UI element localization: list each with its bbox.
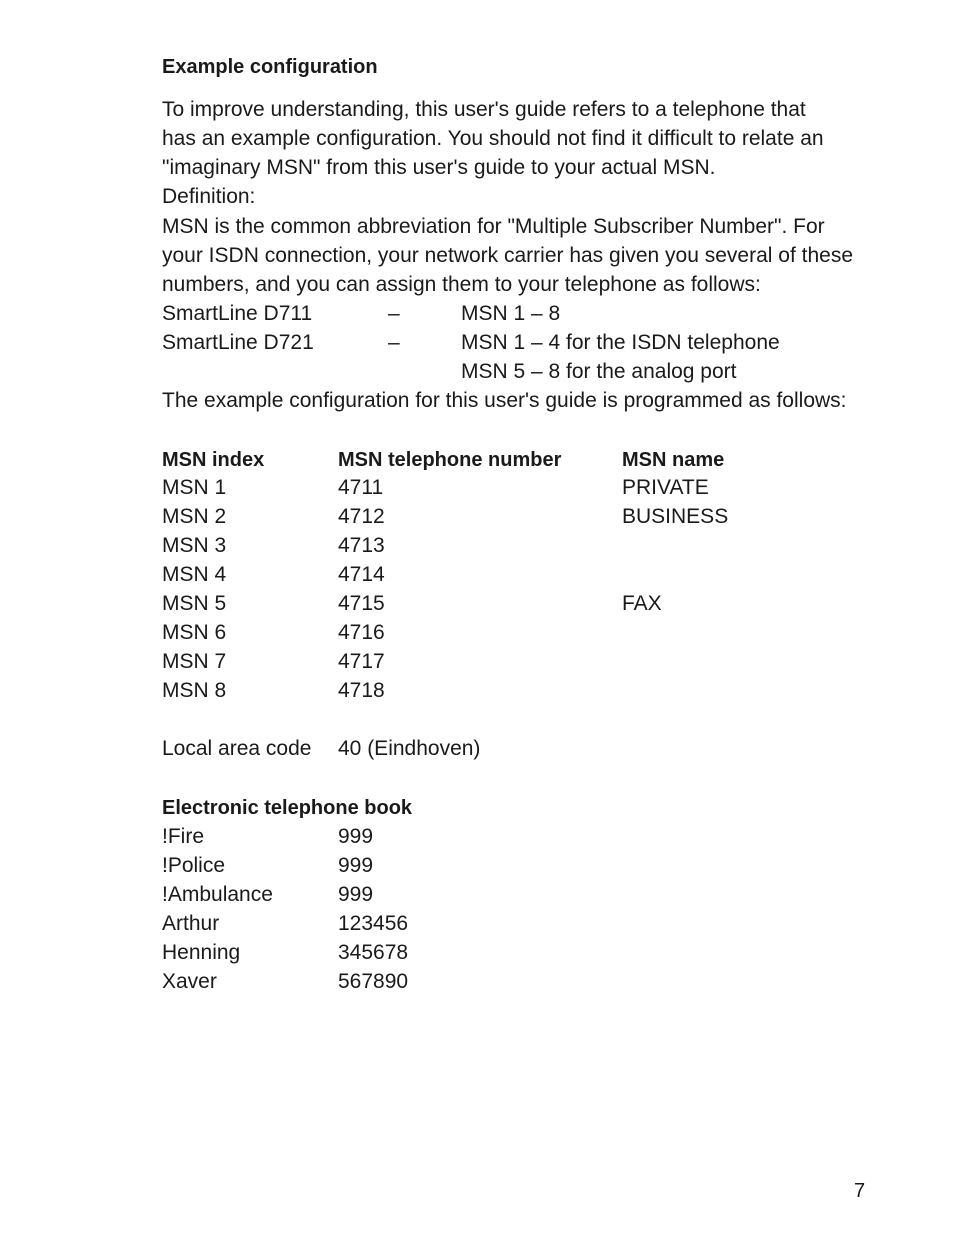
phonebook-number: 123456: [338, 912, 409, 935]
header-msn-number: MSN telephone number: [338, 449, 562, 471]
phonebook-number: 999: [338, 854, 374, 877]
phonebook-name: !Police: [162, 854, 226, 877]
intro-line: To improve understanding, this user's guide refers to a telephone that: [162, 98, 806, 121]
msn-number: 4718: [338, 679, 385, 702]
phonebook-number: 999: [338, 825, 374, 848]
phonebook-title: Electronic telephone book: [162, 797, 413, 819]
msn-index: MSN 4: [162, 563, 227, 586]
phonebook-name: Henning: [162, 941, 241, 964]
model-name: SmartLine D721: [162, 331, 314, 354]
phonebook-name: Xaver: [162, 970, 217, 993]
msn-number: 4714: [338, 563, 385, 586]
phonebook-number: 345678: [338, 941, 409, 964]
model-dash: –: [388, 302, 400, 325]
msn-index: MSN 3: [162, 534, 227, 557]
phonebook-name: !Ambulance: [162, 883, 273, 906]
phonebook-number: 999: [338, 883, 374, 906]
definition-line: numbers, and you can assign them to your telephone as follows:: [162, 273, 761, 296]
msn-number: 4712: [338, 505, 385, 528]
msn-number: 4711: [338, 476, 384, 499]
model-dash: –: [388, 331, 400, 354]
msn-name: FAX: [622, 592, 662, 615]
msn-index: MSN 7: [162, 650, 227, 673]
msn-number: 4713: [338, 534, 385, 557]
msn-number: 4717: [338, 650, 385, 673]
model-desc: MSN 5 – 8 for the analog port: [461, 360, 737, 383]
config-intro: The example configuration for this user's guide is programmed as follows:: [162, 389, 847, 412]
definition-line: MSN is the common abbreviation for "Multiple Subscriber Number". For: [162, 215, 825, 238]
intro-line: has an example configuration. You should not find it difficult to relate an: [162, 127, 824, 150]
intro-line: "imaginary MSN" from this user's guide to your actual MSN.: [162, 156, 716, 179]
phonebook-number: 567890: [338, 970, 409, 993]
msn-number: 4715: [338, 592, 385, 615]
model-desc: MSN 1 – 4 for the ISDN telephone: [461, 331, 780, 354]
model-name: SmartLine D711: [162, 302, 313, 325]
msn-index: MSN 6: [162, 621, 227, 644]
page-number: 7: [854, 1180, 866, 1202]
msn-index: MSN 5: [162, 592, 227, 615]
msn-index: MSN 2: [162, 505, 227, 528]
definition-label: Definition:: [162, 185, 256, 208]
header-msn-name: MSN name: [622, 449, 725, 471]
phonebook-name: !Fire: [162, 825, 204, 848]
model-desc: MSN 1 – 8: [461, 302, 561, 325]
header-msn-index: MSN index: [162, 449, 265, 471]
msn-name: BUSINESS: [622, 505, 729, 528]
msn-index: MSN 8: [162, 679, 227, 702]
msn-number: 4716: [338, 621, 385, 644]
msn-index: MSN 1: [162, 476, 227, 499]
phonebook-name: Arthur: [162, 912, 220, 935]
section-title: Example configuration: [162, 56, 378, 78]
msn-name: PRIVATE: [622, 476, 709, 499]
area-code-label: Local area code: [162, 737, 312, 760]
definition-line: your ISDN connection, your network carrier has given you several of these: [162, 244, 854, 267]
area-code-value: 40 (Eindhoven): [338, 737, 481, 760]
